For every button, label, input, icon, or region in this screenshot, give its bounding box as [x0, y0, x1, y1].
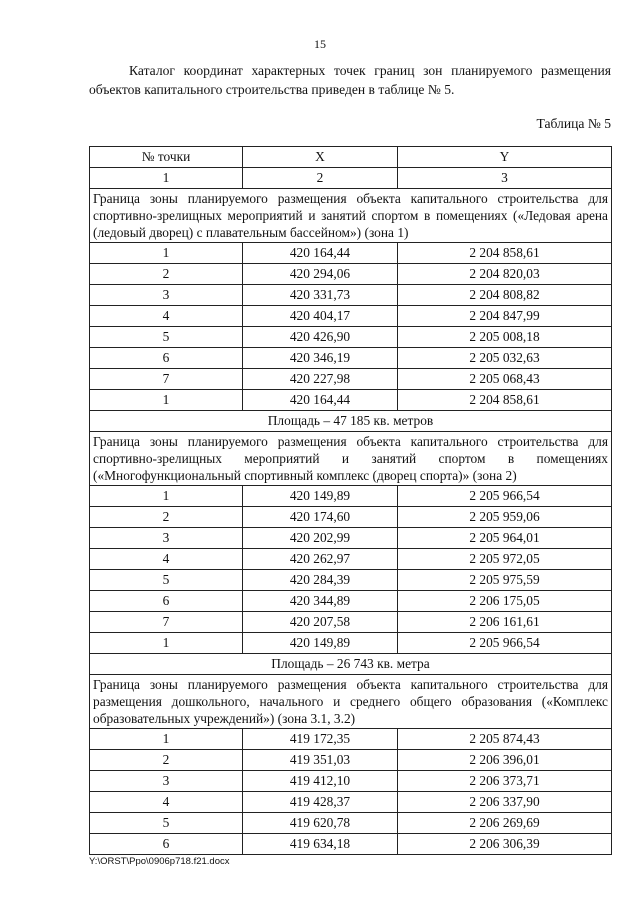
point-number-cell: 1 — [90, 729, 243, 750]
point-number-cell: 1 — [90, 390, 243, 411]
point-number-cell: 2 — [90, 750, 243, 771]
point-number-cell: 6 — [90, 834, 243, 855]
section-title: Граница зоны планируемого размещения объекта капитального строительства для размещения дошкольного, начального и среднего общего образования («Комплекс образовательных учреждений») (зона 3.1, 3.2) — [90, 675, 612, 729]
point-number-cell: 1 — [90, 486, 243, 507]
point-number-cell: 5 — [90, 570, 243, 591]
point-number-cell: 4 — [90, 306, 243, 327]
section-title: Граница зоны планируемого размещения объекта капитального строительства для спортивно-зрелищных мероприятий и занятий спортом в помещениях («Многофункциональный спортивный комплекс (дворец спорта)» (зона 2) — [90, 432, 612, 486]
y-coordinate-cell: 2 206 373,71 — [398, 771, 612, 792]
table-row — [90, 507, 612, 528]
point-number-cell: 5 — [90, 327, 243, 348]
x-coordinate-cell: 420 164,44 — [243, 390, 398, 411]
table-row — [90, 771, 612, 792]
table-row — [90, 306, 612, 327]
header-x: X — [243, 147, 398, 168]
point-number-cell: 1 — [90, 633, 243, 654]
y-coordinate-cell: 2 204 858,61 — [398, 390, 612, 411]
x-coordinate-cell: 420 207,58 — [243, 612, 398, 633]
point-number-cell: 1 — [90, 243, 243, 264]
y-coordinate-cell: 2 205 032,63 — [398, 348, 612, 369]
table-caption: Таблица № 5 — [536, 116, 611, 131]
y-coordinate-cell: 2 205 959,06 — [398, 507, 612, 528]
y-coordinate-cell: 2 205 068,43 — [398, 369, 612, 390]
table-row — [90, 390, 612, 411]
header-number-1: 1 — [90, 168, 243, 189]
table-row — [90, 486, 612, 507]
table-row — [90, 570, 612, 591]
intro-paragraph — [89, 61, 611, 99]
x-coordinate-cell: 419 172,35 — [243, 729, 398, 750]
area-value: Площадь – 26 743 кв. метра — [90, 654, 612, 675]
point-number-cell: 3 — [90, 771, 243, 792]
header-number-2: 2 — [243, 168, 398, 189]
x-coordinate-cell: 419 634,18 — [243, 834, 398, 855]
y-coordinate-cell: 2 205 964,01 — [398, 528, 612, 549]
page-number: 15 — [314, 37, 326, 51]
header-point-no: № точки — [90, 147, 243, 168]
table-row — [90, 792, 612, 813]
x-coordinate-cell: 420 426,90 — [243, 327, 398, 348]
table-row — [90, 591, 612, 612]
point-number-cell: 3 — [90, 528, 243, 549]
point-number-cell: 7 — [90, 612, 243, 633]
x-coordinate-cell: 420 346,19 — [243, 348, 398, 369]
y-coordinate-cell: 2 206 269,69 — [398, 813, 612, 834]
x-coordinate-cell: 420 164,44 — [243, 243, 398, 264]
y-coordinate-cell: 2 205 008,18 — [398, 327, 612, 348]
y-coordinate-cell: 2 204 847,99 — [398, 306, 612, 327]
x-coordinate-cell: 419 412,10 — [243, 771, 398, 792]
point-number-cell: 5 — [90, 813, 243, 834]
x-coordinate-cell: 420 294,06 — [243, 264, 398, 285]
section-title-row — [90, 189, 612, 243]
table-row — [90, 264, 612, 285]
table-row — [90, 834, 612, 855]
table-row — [90, 549, 612, 570]
x-coordinate-cell: 419 351,03 — [243, 750, 398, 771]
header-number-row — [90, 168, 612, 189]
header-number-3: 3 — [398, 168, 612, 189]
table-row — [90, 348, 612, 369]
y-coordinate-cell: 2 205 972,05 — [398, 549, 612, 570]
y-coordinate-cell: 2 204 820,03 — [398, 264, 612, 285]
y-coordinate-cell: 2 206 337,90 — [398, 792, 612, 813]
y-coordinate-cell: 2 206 396,01 — [398, 750, 612, 771]
section-title-row — [90, 432, 612, 486]
header-row — [90, 147, 612, 168]
section-title-row — [90, 675, 612, 729]
point-number-cell: 3 — [90, 285, 243, 306]
coordinates-table — [89, 146, 612, 855]
header-y: Y — [398, 147, 612, 168]
intro-text: Каталог координат характерных точек границ зон планируемого размещения объектов капитального строительства приведен в таблице № 5. — [89, 63, 611, 97]
y-coordinate-cell: 2 205 975,59 — [398, 570, 612, 591]
x-coordinate-cell: 420 227,98 — [243, 369, 398, 390]
y-coordinate-cell: 2 206 306,39 — [398, 834, 612, 855]
y-coordinate-cell: 2 204 808,82 — [398, 285, 612, 306]
area-row — [90, 654, 612, 675]
section-title: Граница зоны планируемого размещения объекта капитального строительства для спортивно-зрелищных мероприятий и занятий спортом в помещениях («Ледовая арена (ледовый дворец) с плавательным бассейном») (зона 1) — [90, 189, 612, 243]
point-number-cell: 4 — [90, 792, 243, 813]
x-coordinate-cell: 420 404,17 — [243, 306, 398, 327]
x-coordinate-cell: 420 149,89 — [243, 633, 398, 654]
y-coordinate-cell: 2 205 966,54 — [398, 633, 612, 654]
table-row — [90, 750, 612, 771]
x-coordinate-cell: 420 284,39 — [243, 570, 398, 591]
y-coordinate-cell: 2 206 175,05 — [398, 591, 612, 612]
x-coordinate-cell: 419 428,37 — [243, 792, 398, 813]
point-number-cell: 2 — [90, 264, 243, 285]
point-number-cell: 7 — [90, 369, 243, 390]
x-coordinate-cell: 420 202,99 — [243, 528, 398, 549]
x-coordinate-cell: 419 620,78 — [243, 813, 398, 834]
point-number-cell: 6 — [90, 348, 243, 369]
y-coordinate-cell: 2 204 858,61 — [398, 243, 612, 264]
x-coordinate-cell: 420 344,89 — [243, 591, 398, 612]
point-number-cell: 2 — [90, 507, 243, 528]
y-coordinate-cell: 2 206 161,61 — [398, 612, 612, 633]
point-number-cell: 4 — [90, 549, 243, 570]
x-coordinate-cell: 420 262,97 — [243, 549, 398, 570]
file-path-footer: Y:\ORST\Ppo\0906p718.f21.docx — [89, 856, 230, 867]
point-number-cell: 6 — [90, 591, 243, 612]
table-row — [90, 243, 612, 264]
table-row — [90, 285, 612, 306]
x-coordinate-cell: 420 149,89 — [243, 486, 398, 507]
area-row — [90, 411, 612, 432]
y-coordinate-cell: 2 205 966,54 — [398, 486, 612, 507]
x-coordinate-cell: 420 174,60 — [243, 507, 398, 528]
table-row — [90, 612, 612, 633]
table-row — [90, 729, 612, 750]
table-row — [90, 633, 612, 654]
table-row — [90, 327, 612, 348]
table-row — [90, 369, 612, 390]
x-coordinate-cell: 420 331,73 — [243, 285, 398, 306]
area-value: Площадь – 47 185 кв. метров — [90, 411, 612, 432]
y-coordinate-cell: 2 205 874,43 — [398, 729, 612, 750]
table-row — [90, 528, 612, 549]
table-row — [90, 813, 612, 834]
